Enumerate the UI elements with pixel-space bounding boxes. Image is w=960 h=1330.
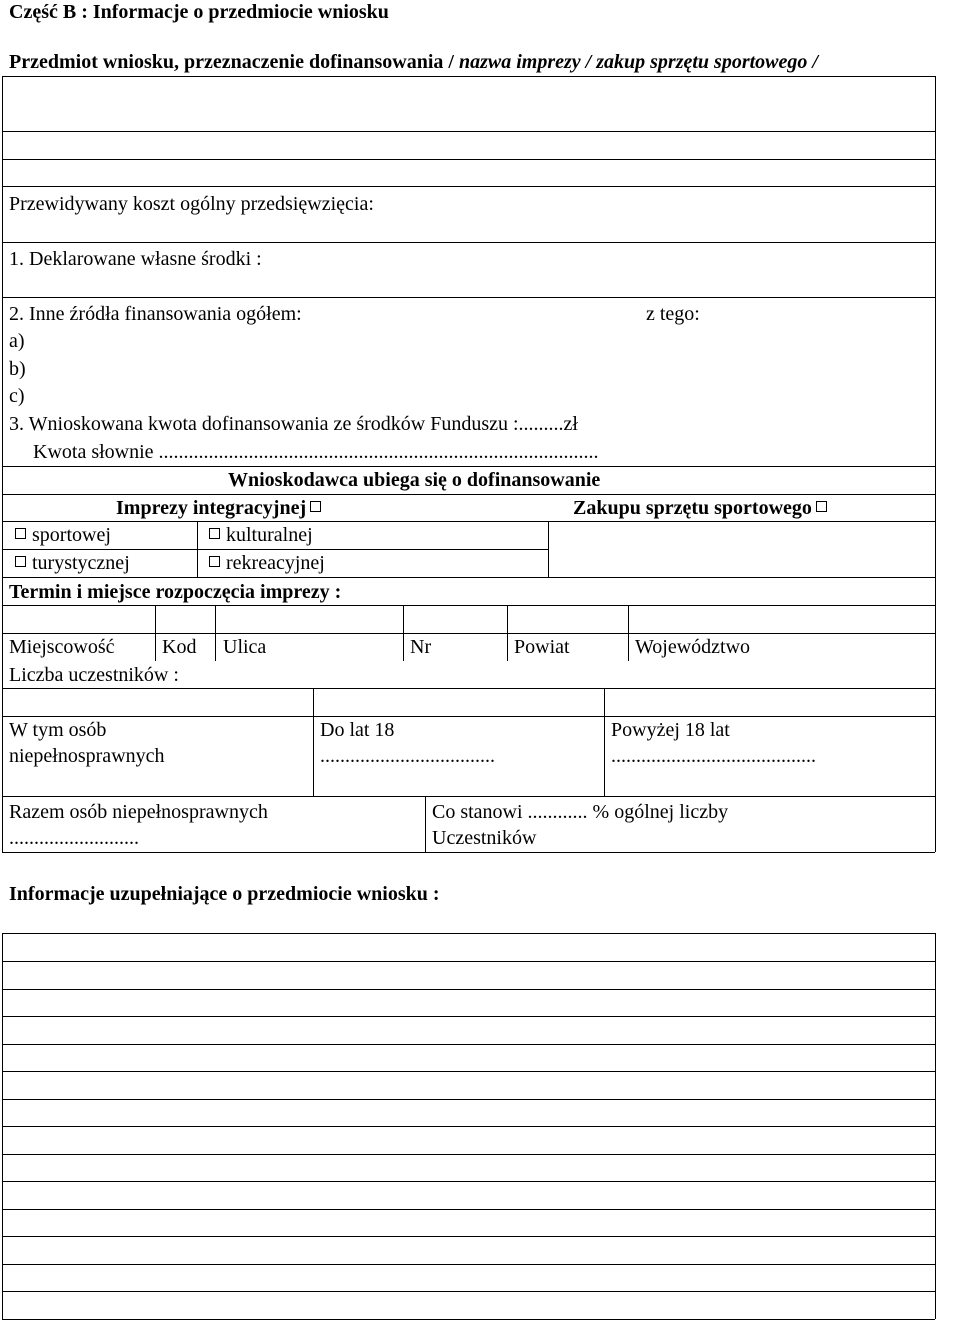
- event-place-heading: Termin i miejsce rozpoczęcia imprezy :: [9, 581, 342, 603]
- over-18-dots: .........................................: [611, 745, 816, 767]
- subject-label-main: Przedmiot wniosku, przeznaczenie dofinansowania /: [9, 51, 454, 73]
- integration-events-checkbox[interactable]: [310, 501, 321, 512]
- tourist-option[interactable]: [9, 551, 130, 575]
- col-county: Powiat: [514, 636, 570, 658]
- tourist-checkbox[interactable]: [15, 556, 26, 567]
- col-locality: Miejscowość: [9, 636, 115, 658]
- total-cost-label: Przewidywany koszt ogólny przedsięwzięcia:: [9, 193, 374, 215]
- under-18-dots: ...................................: [320, 745, 495, 767]
- source-c: c): [9, 385, 25, 407]
- under-18-field[interactable]: [320, 718, 495, 768]
- col-voivodeship: Województwo: [635, 636, 751, 658]
- source-b: b): [9, 358, 26, 380]
- of-which-label: z tego:: [646, 303, 700, 325]
- application-heading: Wnioskodawca ubiega się o dofinansowanie: [228, 469, 601, 491]
- recreational-option[interactable]: [203, 551, 325, 575]
- col-postal-code: Kod: [162, 636, 197, 658]
- participants-count-label: Liczba uczestników :: [9, 664, 179, 686]
- over-18-field[interactable]: [611, 718, 816, 768]
- amount-in-words-label: Kwota słownie ........................................................................................: [33, 441, 599, 463]
- disabled-persons-label: [9, 718, 165, 768]
- source-a: a): [9, 330, 25, 352]
- disabled-line-2: niepełnosprawnych: [9, 745, 165, 767]
- additional-info-heading: Informacje uzupełniające o przedmiocie wniosku :: [9, 883, 440, 905]
- sport-label: sportowej: [32, 524, 111, 546]
- disabled-line-1: W tym osób: [9, 719, 107, 741]
- other-sources-label: 2. Inne źródła finansowania ogółem:: [9, 303, 302, 325]
- subject-label-italic: nazwa imprezy / zakup sprzętu sportowego /: [459, 51, 818, 73]
- sports-equipment-checkbox[interactable]: [816, 501, 827, 512]
- share-field[interactable]: [432, 800, 728, 850]
- sport-option[interactable]: [9, 523, 111, 547]
- section-title: Część B : Informacje o przedmiocie wniosku: [9, 1, 389, 23]
- under-18-label: Do lat 18: [320, 719, 395, 741]
- requested-amount-label: 3. Wnioskowana kwota dofinansowania ze środków Funduszu :.........zł: [9, 413, 578, 435]
- share-line-2: Uczestników: [432, 827, 537, 849]
- sport-checkbox[interactable]: [15, 528, 26, 539]
- recreational-label: rekreacyjnej: [226, 552, 325, 574]
- cultural-checkbox[interactable]: [209, 528, 220, 539]
- total-disabled-field[interactable]: [9, 800, 268, 850]
- integration-events-label: Imprezy integracyjnej: [116, 497, 307, 519]
- cultural-label: kulturalnej: [226, 524, 313, 546]
- total-disabled-dots: ..........................: [9, 827, 139, 849]
- integration-events-option[interactable]: [116, 496, 327, 520]
- own-funds-label: 1. Deklarowane własne środki :: [9, 248, 262, 270]
- col-number: Nr: [410, 636, 432, 658]
- tourist-label: turystycznej: [32, 552, 130, 574]
- total-disabled-label: Razem osób niepełnosprawnych: [9, 801, 268, 823]
- subject-label: [9, 50, 818, 74]
- col-street: Ulica: [223, 636, 267, 658]
- over-18-label: Powyżej 18 lat: [611, 719, 730, 741]
- share-line-1: Co stanowi ............ % ogólnej liczby: [432, 801, 729, 823]
- sports-equipment-label: Zakupu sprzętu sportowego: [573, 497, 812, 519]
- recreational-checkbox[interactable]: [209, 556, 220, 567]
- sports-equipment-option[interactable]: [573, 496, 833, 520]
- cultural-option[interactable]: [203, 523, 313, 547]
